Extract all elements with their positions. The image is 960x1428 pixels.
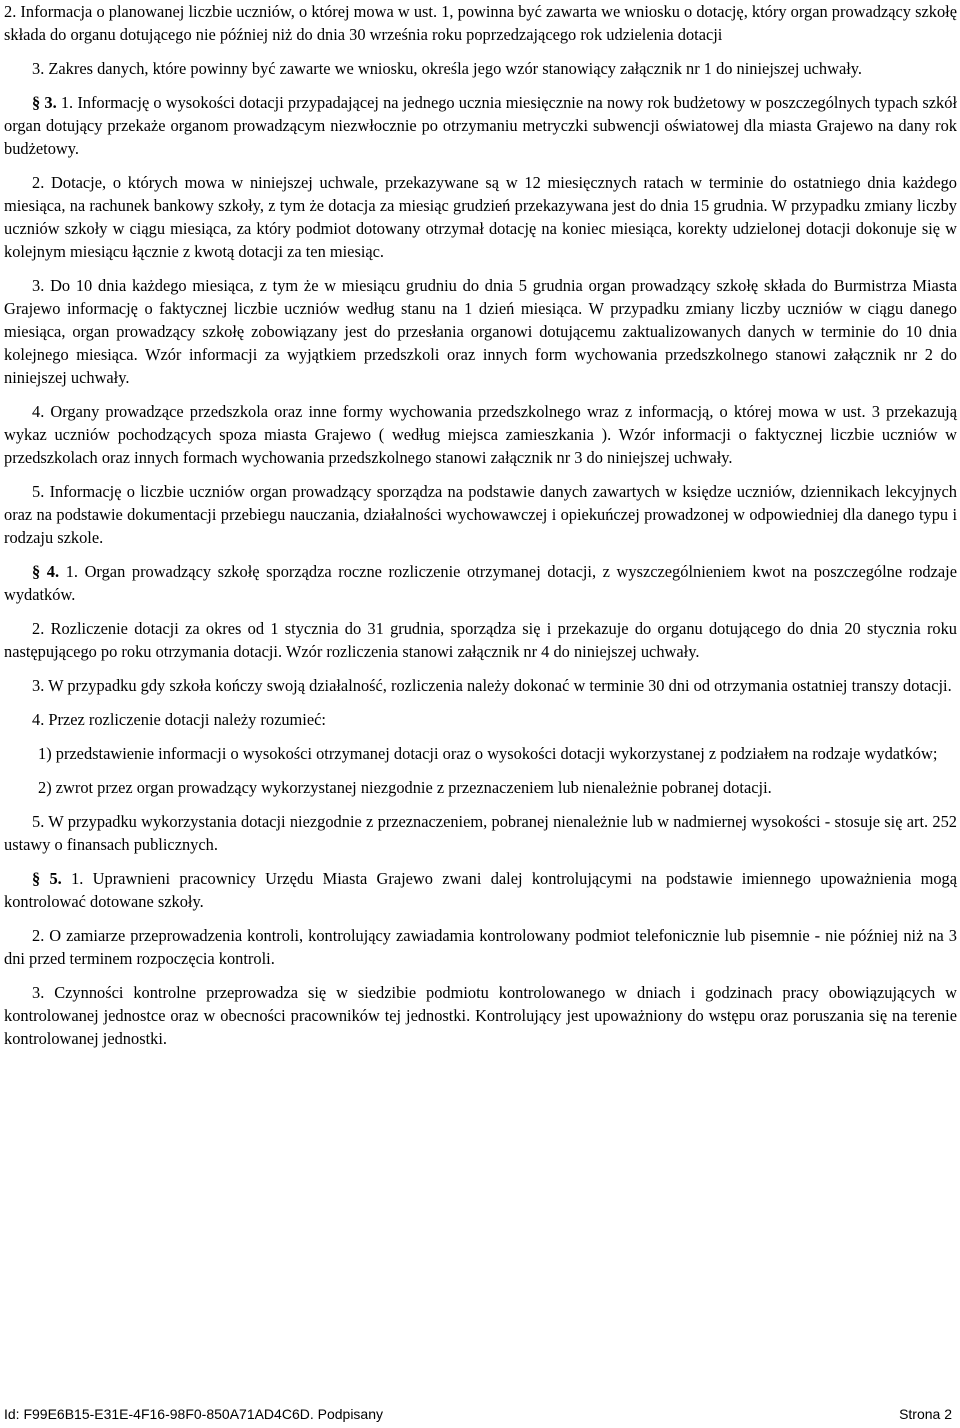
document-id: Id: F99E6B15-E31E-4F16-98F0-850A71AD4C6D. Podpisany xyxy=(4,1406,383,1422)
paragraph: 3. Czynności kontrolne przeprowadza się w siedzibie podmiotu kontrolowanego w dniach i godzinach pracy obowiązujących w kontrolowanej jednostce oraz w obecności pracowników tej jednostki. Kontrolujący jest upoważniony do wstępu oraz poruszania się na terenie kontrolowanej jednostki. xyxy=(4,983,957,1048)
list-item: 1) przedstawienie informacji o wysokości otrzymanej dotacji oraz o wysokości dotacji wykorzystanej z podziałem na rodzaje wydatków; xyxy=(38,744,938,763)
section-paragraph xyxy=(4,867,957,913)
page-number: Strona 2 xyxy=(899,1406,952,1422)
page-footer xyxy=(4,1406,952,1422)
paragraph: 5. W przypadku wykorzystania dotacji niezgodnie z przeznaczeniem, pobranej nienależnie lub w nadmiernej wysokości - stosuje się art. 252 ustawy o finansach publicznych. xyxy=(4,812,957,854)
section-number: § 3. xyxy=(32,93,57,112)
section-paragraph xyxy=(4,560,957,606)
document-page xyxy=(4,0,957,1050)
paragraph: 3. W przypadku gdy szkoła kończy swoją działalność, rozliczenia należy dokonać w terminie 30 dni od otrzymania ostatniej transzy dotacji. xyxy=(32,676,952,695)
paragraph: 3. Zakres danych, które powinny być zawarte we wniosku, określa jego wzór stanowiący załącznik nr 1 do niniejszej uchwały. xyxy=(32,59,863,78)
paragraph-text: 1. Organ prowadzący szkołę sporządza roczne rozliczenie otrzymanej dotacji, z wyszczególnieniem kwot na poszczególne rodzaje wydatków. xyxy=(4,562,957,604)
paragraph: 4. Przez rozliczenie dotacji należy rozumieć: xyxy=(32,710,326,729)
paragraph: 5. Informację o liczbie uczniów organ prowadzący sporządza na podstawie danych zawartych w księdze uczniów, dziennikach lekcyjnych oraz na podstawie dokumentacji przebiegu nauczania, działalności wychowawczej i opiekuńczej prowadzonej w odpowiedniej dla danego typu i rodzaju szkole. xyxy=(4,482,957,547)
section-number: § 5. xyxy=(32,869,62,888)
section-number: § 4. xyxy=(32,562,60,581)
paragraph: 2. Rozliczenie dotacji za okres od 1 stycznia do 31 grudnia, sporządza się i przekazuje do organu dotującego do dnia 20 stycznia roku następującego po roku otrzymania dotacji. Wzór rozliczenia stanowi załącznik nr 4 do niniejszej uchwały. xyxy=(4,619,957,661)
paragraph: 2. Informacja o planowanej liczbie uczniów, o której mowa w ust. 1, powinna być zawarta we wniosku o dotację, który organ prowadzący szkołę składa do organu dotującego nie później niż do dnia 30 września roku poprzedzającego rok udzielenia dotacji xyxy=(4,2,957,44)
section-paragraph xyxy=(4,91,957,160)
paragraph: 3. Do 10 dnia każdego miesiąca, z tym że w miesiącu grudniu do dnia 5 grudnia organ prowadzący szkołę składa do Burmistrza Miasta Grajewo informację o faktycznej liczbie uczniów według stanu na 1 dzień miesiąca. W przypadku zmiany liczby uczniów w ciągu danego miesiąca, organ prowadzący szkołę zobowiązany jest do przesłania organowi dotującemu zaktualizowanych danych w terminie do 10 dnia kolejnego miesiąca. Wzór informacji za wyjątkiem przedszkoli oraz innych form wychowania przedszkolnego stanowi załącznik nr 2 do niniejszej uchwały. xyxy=(4,276,957,387)
list-item: 2) zwrot przez organ prowadzący wykorzystanej niezgodnie z przeznaczeniem lub nienależnie pobranej dotacji. xyxy=(38,778,772,797)
paragraph: 2. O zamiarze przeprowadzenia kontroli, kontrolujący zawiadamia kontrolowany podmiot telefonicznie lub pisemnie - nie później niż na 3 dni przed terminem rozpoczęcia kontroli. xyxy=(4,926,957,968)
paragraph-text: 1. Uprawnieni pracownicy Urzędu Miasta Grajewo zwani dalej kontrolującymi na podstawie imiennego upoważnienia mogą kontrolować dotowane szkoły. xyxy=(4,869,958,911)
paragraph-text: 1. Informację o wysokości dotacji przypadającej na jednego ucznia miesięcznie na nowy rok budżetowy w poszczególnych typach szkół organ dotujący przekaże organom prowadzącym niezwłocznie po otrzymaniu metryczki subwencji oświatowej dla miasta Grajewo na dany rok budżetowy. xyxy=(4,93,957,158)
paragraph: 4. Organy prowadzące przedszkola oraz inne formy wychowania przedszkolnego wraz z informacją, o której mowa w ust. 3 przekazują wykaz uczniów pochodzących spoza miasta Grajewo ( według miejsca zamieszkania ). Wzór informacji o faktycznej liczbie uczniów w przedszkolach oraz innych formach wychowania przedszkolnego stanowi załącznik nr 3 do niniejszej uchwały. xyxy=(4,402,957,467)
paragraph: 2. Dotacje, o których mowa w niniejszej uchwale, przekazywane są w 12 miesięcznych ratach w terminie do ostatniego dnia każdego miesiąca, na rachunek bankowy szkoły, z tym że dotacja za miesiąc grudzień przekazywana jest do dnia 15 grudnia. W przypadku zmiany liczby uczniów szkoły w ciągu miesiąca, za który podmiot dotowany otrzymał dotację na koniec miesiąca, korekty udzielonej dotacji dokonuje się w kolejnym miesiącu łącznie z kwotą dotacji za ten miesiąc. xyxy=(4,173,957,261)
